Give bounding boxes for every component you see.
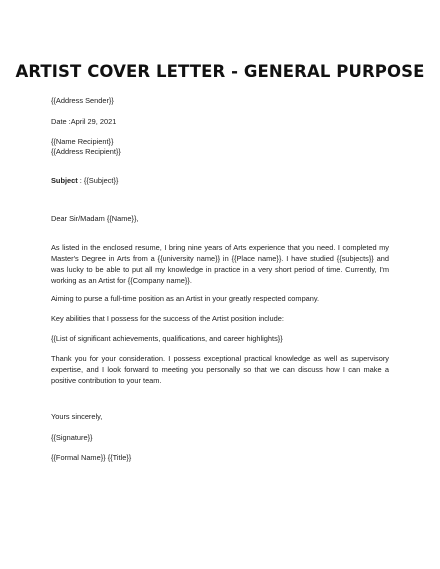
page-title: ARTIST COVER LETTER - GENERAL PURPOSE: [15, 62, 425, 81]
closing: Yours sincerely,: [51, 412, 103, 421]
paragraph-aim: Aiming to purse a full-time position as an Artist in your greatly respected company.: [51, 294, 320, 303]
formal-name: {{Formal Name}} {{Title}}: [51, 453, 132, 462]
letter-date: Date :April 29, 2021: [51, 117, 117, 126]
subject-value: : {{Subject}}: [77, 176, 119, 185]
address-sender: {{Address Sender}}: [51, 96, 114, 105]
subject-label: Subject: [51, 176, 78, 185]
signature: {{Signature}}: [51, 433, 93, 442]
paragraph-abilities: Key abilities that I possess for the success of the Artist position include:: [51, 314, 284, 323]
paragraph-thanks: Thank you for your consideration. I possess exceptional practical knowledge as well as supervisory expertise, and I look forward to meeting you personally so that we can discuss how I can make a positive contribution to your team.: [51, 354, 389, 385]
name-recipient: {{Name Recipient}}: [51, 137, 114, 146]
subject-line: [51, 175, 118, 186]
paragraph-achievements: {{List of significant achievements, qualifications, and career highlights}}: [51, 334, 283, 343]
salutation: Dear Sir/Madam {{Name}},: [51, 214, 139, 223]
paragraph-experience: As listed in the enclosed resume, I bring nine years of Arts experience that you need. I completed my Master's Degree in Arts from a {{university name}} in {{Place name}}. I have studied {{subjects}} and was lucky to be able to put all my knowledge in practice in a very short period of time. Currently, I'm working as an Artist for {{Company name}}.: [51, 243, 389, 285]
address-recipient: {{Address Recipient}}: [51, 147, 121, 156]
